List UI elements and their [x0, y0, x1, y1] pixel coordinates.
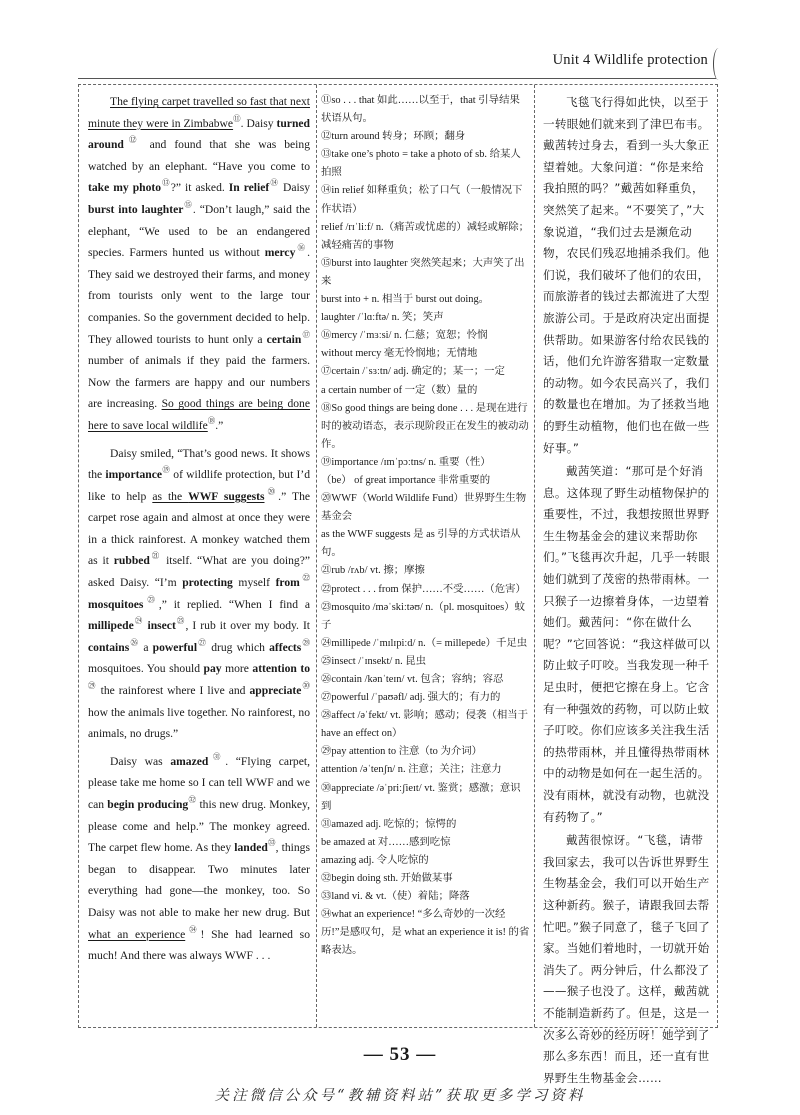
translation-column — [534, 85, 719, 1085]
story-text: Daisy — [278, 181, 311, 195]
story-text: ?” it asked. — [170, 181, 229, 195]
story-text: this new drug. Monkey, please come and help.” The monkey agreed. The carpet flew home. As they — [88, 798, 310, 855]
note-item: ㉖contain /kənˈteɪn/ vt. 包含；容纳；容忍 — [321, 674, 504, 685]
story-text: . “Flying carpet, please take me home so I can tell WWF and we can — [88, 754, 310, 811]
note-marker: ⑮ — [183, 199, 193, 209]
story-text: myself — [232, 576, 276, 590]
key-phrase: pay — [203, 662, 222, 676]
key-phrase: insect — [147, 619, 176, 633]
note-item: ⑰certain /ˈsɜːtn/ adj. 确定的；某一；一定 — [321, 366, 505, 378]
note-marker: ㉕ — [175, 616, 186, 626]
note-item: ㉘affect /əˈfekt/ vt. 影响；感动；侵袭（相当于 have an effect on） — [321, 710, 529, 740]
note-item: be amazed at 对……感到吃惊 — [321, 836, 451, 848]
note-marker: ⑯ — [295, 243, 308, 253]
note-marker: ㉑ — [149, 551, 162, 561]
story-text: ! She had learned so much! And there was always WWF . . . — [88, 927, 310, 963]
note-item: as the WWF suggests 是 as 引导的方式状语从句。 — [321, 529, 521, 559]
note-item: ㉕insect /ˈɪnsekt/ n. 昆虫 — [321, 655, 427, 667]
story-text: .” — [215, 418, 224, 432]
story-column — [79, 85, 316, 1027]
key-phrase: protecting — [182, 576, 233, 590]
note-item: ㉛amazed adj. 吃惊的；惊愕的 — [321, 818, 457, 830]
key-phrase: contains — [88, 640, 130, 654]
key-phrase: certain — [266, 332, 302, 346]
note-item: ㉓mosquito /məˈskiːtəʊ/ n.（pl. mosquitoes）蚊子 — [321, 601, 525, 631]
unit-title: Unit 4 Wildlife protection — [552, 52, 708, 68]
note-item: ⑲importance /ɪmˈpɔːtns/ n. 重要（性） — [321, 456, 491, 468]
underlined-phrase: what an experience — [88, 927, 186, 941]
story-text: of wildlife protection, but I’d like to help — [88, 468, 311, 503]
note-marker: ⑫ — [123, 135, 142, 145]
key-phrase: rubbed — [113, 554, 150, 568]
story-text: . They said we destroyed their farms, and money from tourists only went to the large tour companies. So the government decided to help. They allowed tourists to hunt only a — [88, 246, 310, 346]
note-marker: ㉝ — [267, 838, 276, 848]
note-item: ⑳WWF（World Wildlife Fund）世界野生生物基金会 — [321, 493, 527, 523]
note-marker: ㉙ — [88, 681, 97, 691]
story-text: Daisy was — [110, 754, 171, 768]
story-text: the rainforest where I live and — [96, 684, 250, 698]
underlined-phrase: So good things are being done here to save local wildlife — [88, 397, 310, 432]
note-item: ㉑rub /rʌb/ vt. 擦；摩擦 — [321, 565, 425, 577]
key-phrase: appreciate — [249, 684, 302, 698]
note-marker: ㉖ — [129, 637, 140, 647]
key-phrase: importance — [105, 468, 163, 482]
note-marker: ㉗ — [197, 637, 208, 647]
underlined-phrase: The flying carpet travelled so fast that next minute they were in Zimbabwe — [88, 95, 310, 130]
story-paragraph-3 — [88, 751, 310, 967]
note-item: ⑫turn around 转身；环顾；翻身 — [321, 131, 466, 143]
translation-paragraph-3: 戴茜很惊讶。“飞毯，请带我回家去，我可以告诉世界野生生物基金会，我们可以开始生产这种新药。猴子，请跟我回去帮忙吧。”猴子同意了，毯子飞回了家。当她们着地时，一切就开始消失了。两分钟后，什么都没了——猴子也没了。这样，戴茜就不能制造新药了。但是，这是一次多么奇妙的经历呀！她学到了那么多东西！而且，还一直有世界野生生物基金会…… — [543, 833, 711, 1085]
vocabulary-notes — [321, 92, 530, 961]
note-item: ㉙pay attention to 注意（to 为介词） — [321, 746, 483, 758]
translation-paragraph-2: 戴茜笑道：“那可是个好消息。这体现了野生动植物保护的重要性，不过，我想按照世界野生生物基金会的建议来帮助你们。”飞毯再次升起，几乎一转眼她们就到了茂密的热带雨林。一只猴子一边擦着身体，一边望着她们。戴茜问：“你在做什么呢？”它回答说：“我这样做可以防止蚊子叮咬。当我发现一种千足虫时，便把它擦在身上。它含有一种强效的药物，可以防止蚊子叮咬。你们应该多关注我生活的热带雨林，并且懂得热带雨林中的动物是如何在一起生活的。没有雨林，就没有动物，也就没有药物了。” — [543, 464, 711, 824]
note-item: （be） of great importance 非常重要的 — [321, 474, 491, 486]
key-phrase: amazed — [170, 754, 209, 768]
key-phrase: mercy — [264, 246, 296, 260]
note-marker: ㉒ — [299, 573, 310, 583]
note-item: ⑬take one’s photo = take a photo of sb. 给某人拍照 — [321, 149, 521, 179]
note-item: burst into + n. 相当于 burst out doing。 — [321, 294, 490, 306]
key-phrase: In relief — [228, 181, 270, 195]
note-item: ㉗powerful /ˈpaʊəfl/ adj. 强大的；有力的 — [321, 692, 501, 704]
story-text: a — [139, 640, 153, 654]
footer-watermark: 关注微信公众号“教辅资料站”获取更多学习资料 — [214, 1088, 586, 1104]
note-item: ㉜begin doing sth. 开始做某事 — [321, 873, 453, 885]
key-phrase: burst into laughter — [88, 202, 184, 216]
note-marker: ㉘ — [301, 637, 311, 647]
underlined-phrase: as the — [152, 489, 189, 503]
note-marker: ⑪ — [233, 113, 241, 123]
note-item: laughter /ˈlɑːftə/ n. 笑；笑声 — [321, 312, 444, 324]
note-item: ⑱So good things are being done . . . 是现在进行时的被动语态，表示现阶段正在发生的被动动作。 — [321, 402, 529, 450]
story-text: . Daisy — [240, 116, 277, 130]
story-text: number of animals if they paid the farmers. Now the farmers are happy and our numbers are increasing. — [88, 354, 310, 411]
note-item: ㉚appreciate /əˈpriːʃieɪt/ vt. 鉴赏；感激；意识到 — [321, 782, 521, 812]
note-item: a certain number of 一定（数）量的 — [321, 384, 478, 396]
note-marker: ㉛ — [208, 751, 226, 761]
key-phrase: WWF suggests — [188, 489, 265, 503]
key-phrase: millipede — [88, 619, 134, 633]
key-phrase: turned around — [88, 116, 310, 152]
story-text: drug which — [207, 640, 270, 654]
note-marker: ⑱ — [207, 415, 216, 425]
key-phrase: powerful — [152, 640, 198, 654]
key-phrase: landed — [234, 841, 268, 855]
story-text: and found that she was being watched by an elephant. “Have you come to — [88, 138, 310, 173]
story-text: . “Don’t laugh,” said the elephant, “We used to be an endangered species. Farmers hunted us without — [88, 202, 311, 260]
note-item: ㉞what an experience! “多么奇妙的一次经历!”是感叹句，是 what an experience it is! 的省略表达。 — [321, 909, 530, 957]
note-marker: ㉞ — [185, 924, 201, 934]
story-text: how the animals live together. No rainforest, no animals, no drugs.” — [88, 705, 310, 741]
note-item: ⑪so . . . that 如此……以至于，that 引导结果状语从句。 — [321, 95, 520, 125]
note-item: ⑯mercy /ˈmɜːsi/ n. 仁慈；宽恕；怜悯 — [321, 330, 488, 342]
note-marker: ⑳ — [264, 486, 279, 496]
story-text: mosquitoes. You should — [88, 662, 204, 676]
story-text: ,” it replied. “When I find a — [158, 597, 310, 611]
key-phrase: affects — [269, 640, 302, 654]
key-phrase: from — [275, 576, 300, 590]
note-item: ⑭in relief 如释重负；松了口气（一般情况下作状语） — [321, 185, 523, 215]
story-paragraph-1 — [88, 91, 310, 437]
story-paragraph-2 — [88, 443, 310, 745]
key-phrase: mosquitoes — [88, 597, 144, 611]
note-item: without mercy 毫无怜悯地；无情地 — [321, 348, 478, 360]
story-text: , I rub it over my body. It — [185, 619, 311, 633]
header-curl-ornament — [713, 48, 724, 80]
note-item: ㉝land vi. & vt.（使）着陆；降落 — [321, 891, 470, 903]
page-header — [0, 48, 800, 78]
note-marker: ⑬ — [161, 178, 171, 188]
note-marker: ㉓ — [143, 594, 159, 604]
key-phrase: attention to — [252, 662, 310, 676]
key-phrase: begin producing — [107, 798, 189, 811]
notes-column — [316, 85, 534, 1027]
story-text: .” The carpet rose again and almost at once they were in a thick rainforest. A monkey watched them as it — [88, 489, 311, 568]
story-text: Daisy smiled, “That’s good news. It shows the — [88, 446, 310, 482]
note-item: ⑮burst into laughter 突然笑起来；大声笑了出来 — [321, 257, 525, 287]
header-rule — [78, 78, 716, 79]
note-marker: ㉔ — [133, 616, 144, 626]
note-marker: ㉚ — [301, 681, 311, 691]
key-phrase: take my photo — [88, 181, 162, 195]
note-marker: ⑲ — [162, 465, 171, 475]
note-marker: ㉜ — [188, 795, 197, 804]
story-text: more — [221, 662, 253, 676]
note-marker: ⑰ — [301, 329, 311, 339]
note-marker: ⑭ — [269, 178, 279, 188]
note-item: ㉔millipede /ˈmɪlɪpiːd/ n.（= millepede）千足虫 — [321, 637, 528, 649]
note-item: attention /əˈtenʃn/ n. 注意；关注；注意力 — [321, 764, 502, 776]
page-number: — 53 — — [363, 1044, 437, 1065]
translation-paragraph-1: 飞毯飞行得如此快，以至于一转眼她们就来到了津巴布韦。戴茜转过身去，看到一头大象正望着她。大象问道：“你是来给我拍照的吗？”戴茜如释重负，突然笑了起来。“不要笑了，”大象说道，“我们过去是濒危动物，农民们残忍地捕杀我们。他们说，我们破坏了他们的农田，而旅游者的钱过去都流进了大型旅游公司。于是政府决定出面提供帮助。如果游客付给农民钱的话，他们允许游客猎取一定数量的动物。如今农民高兴了，我们的数量也在增加。为了拯救当地的野生动植物，他们也在做一些好事。” — [543, 95, 710, 455]
note-item: ㉒protect . . . from 保护……不受……（危害） — [321, 583, 526, 595]
note-item: relief /rɪˈliːf/ n.（痛苦或忧虑的）减轻或解除；减轻痛苦的事物 — [321, 221, 530, 251]
story-text: itself. “What are you doing?” asked Daisy. “I’m — [88, 554, 310, 590]
note-item: amazing adj. 令人吃惊的 — [321, 854, 429, 866]
story-text: , things began to disappear. Two minutes later everything had gone—the monkey, too. So Daisy was not able to make her new drug. But — [88, 841, 310, 919]
